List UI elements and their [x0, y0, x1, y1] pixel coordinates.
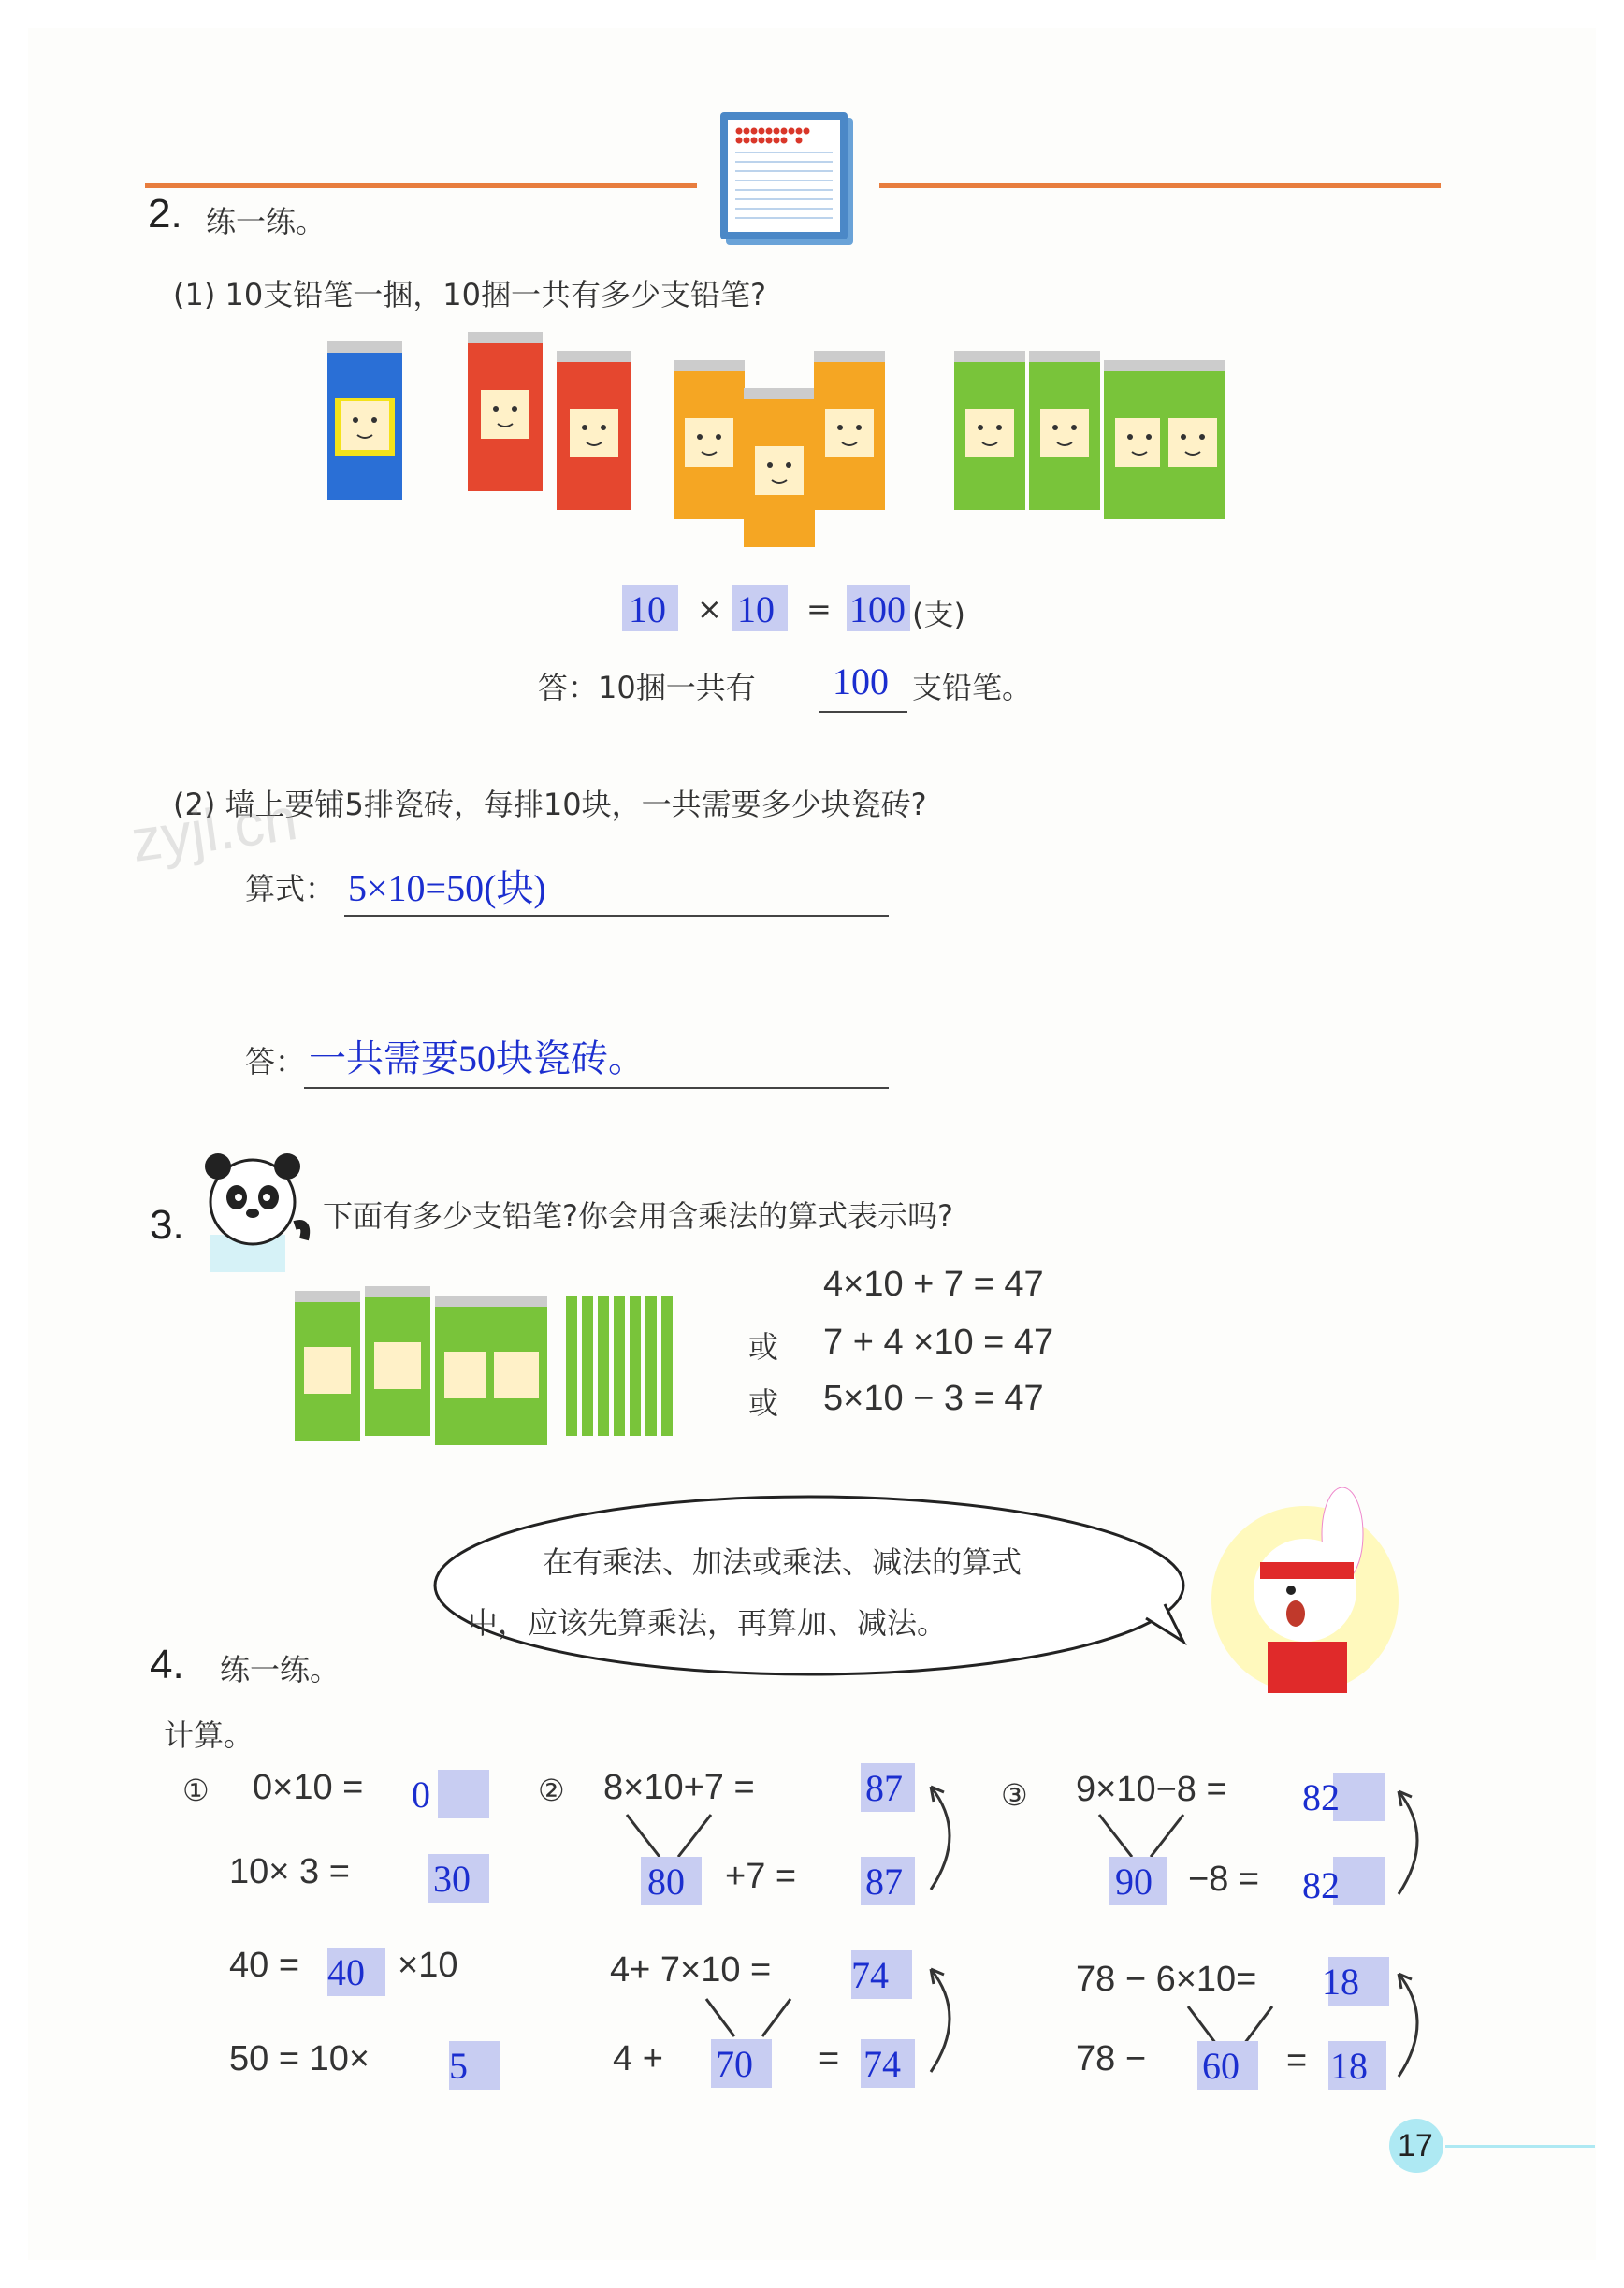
c2-r1-left: 8×10+7 =	[603, 1768, 755, 1807]
pencils-47-image	[285, 1282, 688, 1459]
c2-r4-mid: =	[819, 2039, 840, 2078]
speech-line-2: 中，应该先算乘法，再算加、减法。	[468, 1605, 948, 1641]
item-3-marker: ③	[1001, 1777, 1028, 1813]
c1-r4-left: 50 = 10×	[229, 2039, 370, 2078]
c2-r4-answer: 74	[863, 2043, 901, 2085]
c3-r2-mid: −8 =	[1188, 1860, 1260, 1899]
c1-r2-left: 10× 3 =	[229, 1852, 350, 1891]
item-2-marker: ②	[538, 1773, 565, 1808]
c3-r3-left: 78 − 6×10=	[1076, 1960, 1257, 1999]
c3-r1-box	[1333, 1773, 1385, 1821]
c1-r2-answer: 30	[433, 1858, 471, 1900]
answer-2-1-prefix: 答：10捆一共有	[538, 670, 756, 705]
item-1-marker: ①	[182, 1773, 210, 1808]
c2-bottom-arrow	[926, 1960, 964, 2081]
equals-sign: =	[806, 591, 832, 627]
c2-r4-answer-a: 70	[716, 2043, 753, 2085]
c2-r2-answer: 87	[865, 1861, 903, 1903]
c2-split-lines-2	[697, 1994, 800, 2041]
question-2-1-text: (1) 10支铅笔一捆，10捆一共有多少支铅笔?	[173, 277, 766, 312]
c2-split-lines	[617, 1810, 720, 1861]
answer-2-2-label: 答：	[245, 1044, 306, 1079]
section-4-number: 4.	[150, 1642, 184, 1687]
equation-result: 100	[849, 588, 906, 630]
c3-r1-answer: 82	[1302, 1776, 1340, 1818]
c1-r4-answer: 5	[449, 2045, 468, 2087]
equation-unit: (支)	[912, 597, 965, 632]
c1-r1-left: 0×10 =	[253, 1768, 364, 1807]
header-rule-right	[879, 183, 1441, 188]
c2-r2-answer-a: 80	[647, 1861, 685, 1903]
speech-line-1: 在有乘法、加法或乘法、减法的算式	[543, 1544, 1022, 1580]
answer-2-2-underline	[304, 1087, 889, 1089]
times-sign: ×	[697, 591, 722, 627]
c3-r1-left: 9×10−8 =	[1076, 1770, 1227, 1809]
answer-2-1-suffix: 支铅笔。	[912, 670, 1033, 705]
section-2-title: 练一练。	[206, 204, 326, 239]
c3-r4-left: 78 −	[1076, 2039, 1147, 2078]
answer-2-1-underline	[819, 711, 907, 713]
answer-2-1-value: 100	[833, 660, 889, 702]
c3-r2-answer-a: 90	[1115, 1861, 1153, 1903]
c3-r3-answer: 18	[1322, 1961, 1359, 2003]
section-3-equation-3: 5×10 − 3 = 47	[823, 1379, 1044, 1418]
c2-r3-left: 4+ 7×10 =	[610, 1950, 772, 1990]
pencil-bundles-image	[318, 332, 1235, 566]
c3-r4-mid: =	[1286, 2041, 1308, 2080]
formula-label: 算式：	[245, 871, 336, 906]
c3-r2-answer: 82	[1302, 1864, 1340, 1906]
c3-r2-box	[1333, 1857, 1385, 1905]
c3-bottom-arrow	[1394, 1964, 1431, 2086]
formula-underline	[344, 915, 889, 917]
c1-r1-box	[438, 1770, 489, 1818]
c2-top-arrow	[926, 1777, 964, 1899]
c2-r2-mid: +7 =	[725, 1857, 797, 1896]
page-number-rule	[1445, 2145, 1595, 2148]
c1-r3-left: 40 =	[229, 1946, 300, 1985]
section-3-equation-1: 4×10 + 7 = 47	[823, 1265, 1044, 1304]
c1-r3-answer: 40	[327, 1951, 365, 1993]
formula-answer: 5×10=50(块)	[348, 867, 546, 909]
c3-top-arrow	[1394, 1782, 1431, 1904]
answer-2-2-text: 一共需要50块瓷砖。	[309, 1037, 645, 1079]
c3-r4-answer-a: 60	[1202, 2045, 1240, 2087]
c3-r4-answer: 18	[1330, 2045, 1368, 2087]
section-4-title: 练一练。	[220, 1652, 341, 1687]
panda-image	[192, 1146, 313, 1277]
c2-r1-answer: 87	[865, 1767, 903, 1809]
section-4-subtitle: 计算。	[164, 1717, 254, 1753]
section-2-number: 2.	[148, 191, 182, 237]
watermark: zyjl.cn	[126, 784, 301, 876]
section-3-equation-2: 7 + 4 ×10 = 47	[823, 1323, 1054, 1362]
question-2-2-text: (2) 墙上要铺5排瓷砖，每排10块，一共需要多少块瓷砖?	[173, 787, 927, 822]
c1-r3-right: ×10	[398, 1946, 458, 1985]
section-3-text: 下面有多少支铅笔?你会用含乘法的算式表示吗?	[323, 1198, 953, 1234]
rabbit-image	[1202, 1487, 1417, 1712]
equation-b: 10	[737, 588, 775, 630]
abacus-card-image	[718, 110, 861, 251]
section-3-or-2: 或	[748, 1385, 779, 1421]
c2-r4-left: 4 +	[613, 2039, 663, 2078]
equation-a: 10	[629, 588, 666, 630]
section-3-number: 3.	[150, 1202, 184, 1248]
page-number: 17	[1398, 2128, 1433, 2164]
speech-bubble	[426, 1492, 1193, 1688]
section-3-or-1: 或	[748, 1329, 779, 1365]
c2-r3-answer: 74	[851, 1954, 889, 1996]
header-rule-left	[145, 183, 697, 188]
c1-r1-answer: 0	[412, 1774, 430, 1816]
c3-split-lines	[1090, 1810, 1193, 1861]
